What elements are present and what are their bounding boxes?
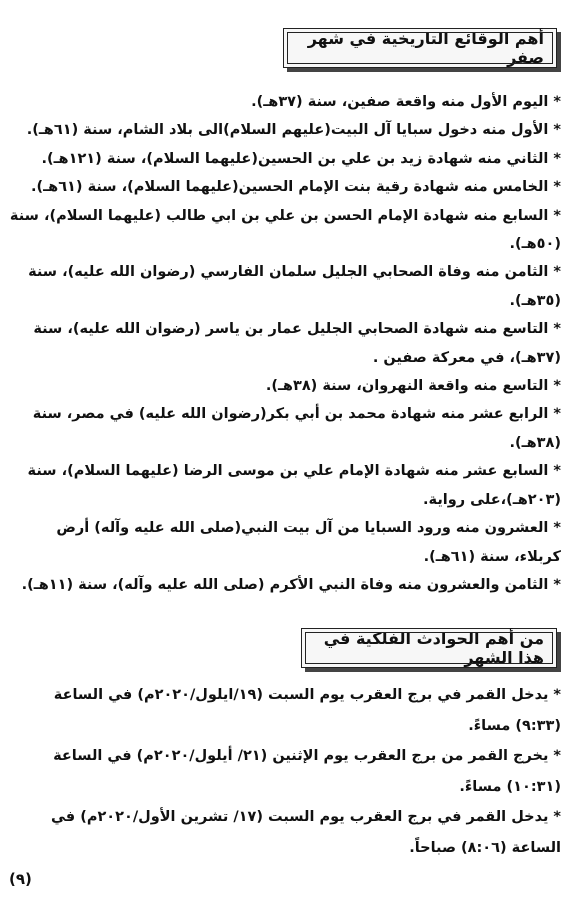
bullet: * xyxy=(553,179,561,196)
page-number: (٩) xyxy=(9,870,32,888)
event-item xyxy=(8,457,561,514)
bullet: * xyxy=(553,520,561,537)
event-item xyxy=(8,400,561,457)
event-item xyxy=(8,258,561,315)
section-heading-astronomical-events xyxy=(301,628,557,668)
bullet: * xyxy=(553,378,561,395)
bullet: * xyxy=(553,809,561,825)
bullet: * xyxy=(553,122,561,139)
event-text: التاسع منه واقعة النهروان، سنة (٣٨هـ). xyxy=(265,378,549,395)
section-heading-astronomical-events-text: من أهم الحوادث الفلكية في هذا الشهر xyxy=(323,629,544,667)
section-heading-historical-events xyxy=(283,28,557,68)
astro-event-item xyxy=(8,741,561,802)
event-item xyxy=(8,88,561,116)
bullet: * xyxy=(553,207,561,224)
event-item xyxy=(8,173,561,201)
bullet: * xyxy=(553,321,561,338)
astro-event-text: يدخل القمر في برج العقرب يوم السبت (١٧/ تشرين الأول/٢٠٢٠م) في الساعة (٨:٠٦) صباحاً. xyxy=(50,809,561,856)
event-text: الخامس منه شهادة رقية بنت الإمام الحسين(عليهما السلام)، سنة (٦١هـ). xyxy=(31,179,549,196)
event-text: السابع عشر منه شهادة الإمام علي بن موسى الرضا (عليهما السلام)، سنة (٢٠٣هـ)،على رواية. xyxy=(27,463,561,508)
section-heading-historical-events-text: أهم الوقائع التاريخية في شهر صفر xyxy=(307,29,544,67)
event-item xyxy=(8,145,561,173)
event-text: الثاني منه شهادة زيد بن علي بن الحسين(عليهما السلام)، سنة (١٢١هـ). xyxy=(41,150,549,167)
event-item xyxy=(8,571,561,599)
bullet: * xyxy=(553,748,561,764)
event-text: الثامن منه وفاة الصحابي الجليل سلمان الفارسي (رضوان الله عليه)، سنة (٣٥هـ). xyxy=(28,264,561,309)
bullet: * xyxy=(553,150,561,167)
bullet: * xyxy=(553,576,561,593)
event-text: العشرون منه ورود السبايا من آل بيت النبي(صلى الله عليه وآله) أرض كربلاء، سنة (٦١هـ). xyxy=(56,520,561,565)
astro-event-text: يدخل القمر في برج العقرب يوم السبت (١٩/ايلول/٢٠٢٠م) في الساعة (٩:٣٣) مساءً. xyxy=(53,687,561,734)
astro-event-item xyxy=(8,802,561,863)
bullet: * xyxy=(553,463,561,480)
event-text: السابع منه شهادة الإمام الحسن بن علي بن ابي طالب (عليهما السلام)، سنة (٥٠هـ). xyxy=(9,207,561,253)
astro-event-text: يخرج القمر من برج العقرب يوم الإثنين (٢١/ أيلول/٢٠٢٠م) في الساعة (١٠:٣١) مساءً. xyxy=(53,748,561,795)
event-item xyxy=(8,116,561,144)
bullet: * xyxy=(553,687,561,703)
event-item xyxy=(8,514,561,571)
event-item xyxy=(8,315,561,372)
event-text: الرابع عشر منه شهادة محمد بن أبي بكر(رضوان الله عليه) في مصر، سنة (٣٨هـ). xyxy=(32,406,561,451)
astronomical-events-list xyxy=(8,680,561,863)
event-text: الأول منه دخول سبايا آل البيت(عليهم السلام)الى بلاد الشام، سنة (٦١هـ). xyxy=(26,122,549,139)
event-item xyxy=(8,202,561,259)
event-text: التاسع منه شهادة الصحابي الجليل عمار بن ياسر (رضوان الله عليه)، سنة (٣٧هـ)، في معركة صفين . xyxy=(33,321,561,366)
bullet: * xyxy=(553,264,561,281)
bullet: * xyxy=(553,406,561,423)
event-item xyxy=(8,372,561,400)
bullet: * xyxy=(553,94,561,110)
event-text: الثامن والعشرون منه وفاة النبي الأكرم (صلى الله عليه وآله)، سنة (١١هـ). xyxy=(21,576,549,593)
astro-event-item xyxy=(8,680,561,741)
historical-events-list xyxy=(8,88,561,599)
event-text: اليوم الأول منه واقعة صفين، سنة (٣٧هـ). xyxy=(251,94,549,110)
